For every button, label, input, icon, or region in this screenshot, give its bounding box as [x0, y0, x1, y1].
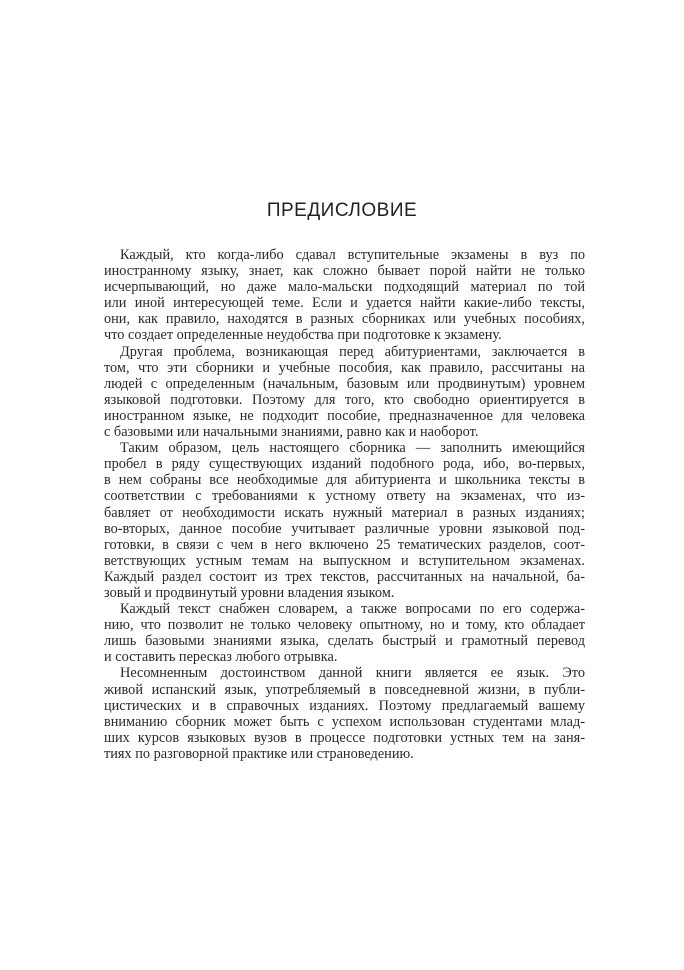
text-line: нию, что позволит не только человеку опытному, но и тому, кто обладает: [104, 617, 585, 634]
paragraph: [104, 344, 585, 441]
text-line: Таким образом, цель настоящего сборника — заполнить имеющийся: [120, 440, 585, 457]
text-line: или иной интересующей теме. Если и удается найти какие-либо тексты,: [104, 295, 585, 312]
text-line: во-вторых, данное пособие учитывает различные уровни языковой под-: [104, 520, 585, 537]
text-line: цистических и в справочных изданиях. Поэтому предлагаемый вашему: [104, 697, 585, 714]
text-line: иностранном языке, не подходит пособие, предназначенное для человека: [104, 407, 585, 424]
text-line: ших курсов языковых вузов в процессе подготовки устных тем на заня-: [104, 729, 585, 746]
text-line: Каждый текст снабжен словарем, а также вопросами по его содержа-: [120, 601, 585, 618]
text-line: в нем собраны все необходимые для абитуриента и школьника тексты в: [104, 472, 585, 489]
text-line: Каждый раздел состоит из трех текстов, рассчитанных на начальной, ба-: [104, 568, 585, 585]
text-line: вниманию сборник может быть с успехом использован студентами млад-: [104, 713, 585, 730]
text-line: зовый и продвинутый уровни владения языком.: [104, 584, 395, 601]
text-line: исчерпывающий, но даже мало-мальски подходящий материал по той: [104, 279, 585, 296]
text-line: том, что эти сборники и учебные пособия, как правило, рассчитаны на: [104, 359, 585, 376]
text-line: Каждый, кто когда-либо сдавал вступительные экзамены в вуз по: [120, 247, 585, 263]
text-line: лишь базовыми знаниями языка, сделать быстрый и грамотный перевод: [104, 633, 585, 650]
text-line: людей с определенным (начальным, базовым или продвинутым) уровнем: [104, 375, 585, 392]
text-line: языковой подготовки. Поэтому для того, кто свободно ориентируется в: [104, 391, 585, 408]
text-line: они, как правило, находятся в разных сборниках или учебных пособиях,: [104, 311, 585, 328]
text-line: ветствующих устным темам на выпускном и вступительном экзаменах.: [104, 552, 585, 569]
page-title: ПРЕДИСЛОВИЕ: [266, 200, 418, 221]
text-line: готовки, в связи с чем в него включено 25 тематических разделов, соот-: [104, 536, 585, 553]
text-line: Другая проблема, возникающая перед абитуриентами, заключается в: [120, 343, 585, 360]
text-line: Несомненным достоинством данной книги является ее язык. Это: [120, 665, 585, 682]
paragraph: [104, 665, 585, 762]
paragraph: [104, 247, 585, 344]
paragraph: [104, 440, 585, 601]
text-line: пробел в ряду существующих изданий подобного рода, ибо, во-первых,: [104, 456, 585, 473]
preface-body: [104, 247, 585, 762]
paragraph: [104, 601, 585, 665]
text-line: тиях по разговорной практике или страноведению.: [104, 745, 414, 762]
text-line: с базовыми или начальными знаниями, равно как и наоборот.: [104, 424, 479, 441]
text-line: бавляет от необходимости искать нужный материал в разных изданиях;: [104, 504, 585, 521]
text-line: живой испанский язык, употребляемый в повседневной жизни, в публи-: [104, 681, 585, 698]
text-line: иностранному языку, знает, как сложно бывает порой найти не только: [104, 263, 585, 280]
text-line: что создает определенные неудобства при подготовке к экзамену.: [104, 327, 502, 344]
text-line: соответствии с требованиями к устному ответу на экзаменах, что из-: [104, 488, 585, 505]
text-line: и составить пересказ любого отрывка.: [104, 649, 338, 666]
